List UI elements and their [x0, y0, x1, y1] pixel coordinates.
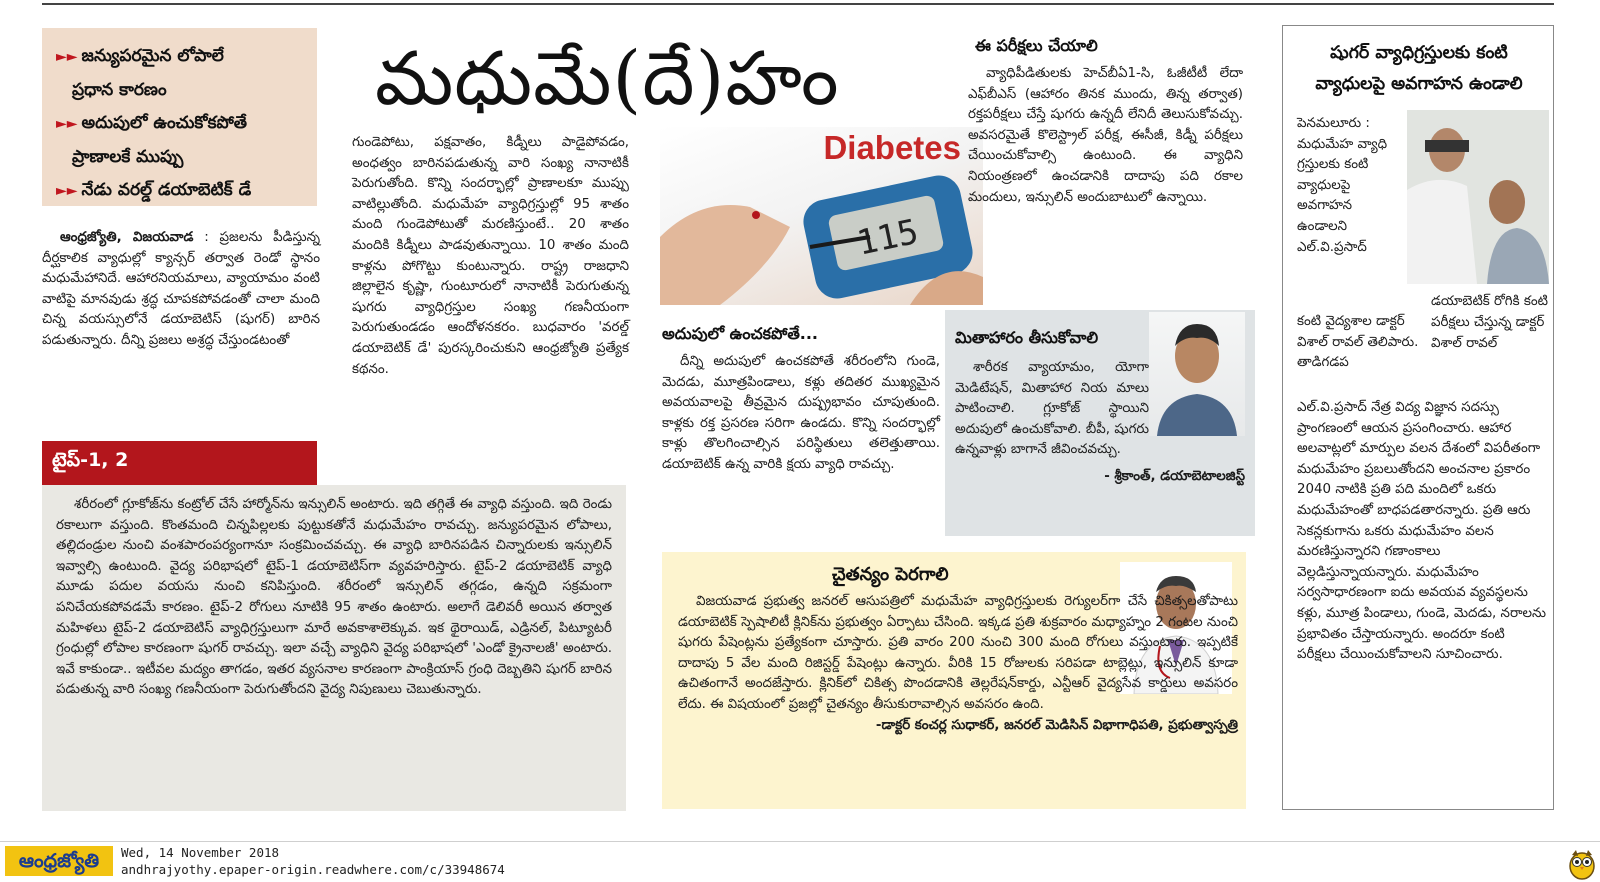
eye-article-text-2: కంటి వైద్యశాల డాక్టర్ విశాల్ రావల్ తెలిపారు. తాడిగడప	[1297, 314, 1419, 371]
eye-article-box	[1282, 25, 1554, 810]
eye-exam-photo	[1407, 110, 1549, 284]
control-heading: అదుపులో ఉంచకపోతే...	[662, 324, 818, 343]
owl-icon[interactable]	[1567, 846, 1597, 880]
control-text: దీన్ని అదుపులో ఉంచకపోతే శరీరంలోని గుండె, మెదడు, మూత్రపిండాలు, కళ్లు తదితర ముఖ్యమైన అవయవాలపై తీవ్రమైన దుష్ప్రభావం చూపుతుంది. కాళ్లకు రక్త ప్రసరణ సరిగా ఉండదు. కొన్ని సందర్భాల్లో కాళ్లు తొలగించాల్సిన పరిస్థితులు తలెత్తుతాయి. డయాబెటిక్ ఉన్న వారికి క్షయ వ్యాధి రావచ్చు.	[662, 354, 940, 472]
dateline: ఆంధ్రజ్యోతి, విజయవాడ	[60, 230, 194, 245]
tests-heading: ఈ పరీక్షలు చేయాలి	[975, 36, 1098, 55]
photo-label: Diabetes	[823, 129, 961, 166]
highlight-item: ►► అదుపులో ఉంచుకోకపోతే ప్రాణాలకే ముప్పు	[56, 113, 248, 167]
diet-signature: - శ్రీకాంత్, డయాబెటాలజిస్ట్	[1104, 468, 1245, 484]
diet-heading: మితాహారం తీసుకోవాలి	[955, 328, 1099, 347]
double-arrow-icon: ►►	[56, 116, 78, 132]
type-text-box: శరీరంలో గ్లూకోజ్‌ను కంట్రోల్ చేసే హార్మోన్‌ను ఇన్సులిన్ అంటారు. ఇది తగ్గితే ఈ వ్యాధి వస్తుంది. ఇది రెండు రకాలుగా వస్తుంది. కొంతమంది చిన్నపిల్లలకు పుట్టుకతోనే మధుమేహం రావచ్చు. జన్యుపరమైన లోపాలు, తల్లిదండ్రుల నుంచి వంశపారంపర్యంగానూ సంక్రమించవచ్చు. ఈ వ్యాధి బారినపడిన చిన్నారులకు ఇన్సులిన్ ఇవ్వాల్సి ఉంటుంది. వైద్య పరిభాషలో టైప్-1 డయాబెటిస్‌గా వ్యవహరిస్తారు. టైప్-2 డయాబెటిక్ వ్యాధి మూడు పదుల వయసు నుంచి కనిపిస్తుంది. శరీరంలో ఇన్సులిన్ తగ్గడం, ఉన్నది సక్రమంగా పనిచేయకపోవడమే కారణం. టైప్-2 రోగులు నూటికి 95 శాతం ఉంటారు. అలాగే డెలివరీ అయిన తర్వాత మహిళలు టైప్-2 డయాబెటిస్ వ్యాధిగ్రస్తులుగా మారే అవకాశాలెక్కువ. ఇక థైరాయిడ్, ఎడ్రినల్, పిట్యూటరీ గ్రంధుల్లో లోపాల కారణంగా షుగర్ రావచ్చు. ఇలా వచ్చే వ్యాధిని వైద్య పరిభాషలో 'ఎండో క్రైనాలజీ' అంటారు. ఇవే కాకుండా.. ఇటీవల మద్యం తాగడం, ఇతర వ్యసనాల కారణంగా పాంక్రియాస్ గ్రంధి దెబ్బతిని షుగర్ బారిన పడుతున్న వారి సంఖ్య గణనీయంగా పెరుగుతోందని వైద్య నిపుణులు చెబుతున్నారు.	[42, 485, 626, 811]
double-arrow-icon: ►►	[56, 183, 78, 199]
article-continuation: గుండెపోటు, పక్షవాతం, కిడ్నీలు పాడైపోవడం, అంధత్వం బారినపడుతున్న వారి సంఖ్య నానాటికీ పెరుగుతోంది. కొన్ని సందర్భాల్లో ప్రాణాలకూ ముప్పు వాటిల్లుతోంది. మధుమేహ వ్యాధిగ్రస్తుల్లో 95 శాతం మంది గుండెపోటుతో మరణిస్తుంటే.. 20 శాతం మందికి కిడ్నీలు పాడవుతున్నాయి. 10 శాతం మంది కాళ్లను పోగొట్టు కుంటున్నారు. రాష్ట్ర రాజధాని జిల్లాలైన కృష్ణా, గుంటూరులో నానాటికీ పెరుగుతున్న షుగరు వ్యాధిగ్రస్తుల సంఖ్య గణనీయంగా పెరుగుతుండడం ఆందోళనకరం. బుధవారం 'వరల్డ్ డయాబెటిక్ డే' పురస్కరించుకుని ఆంధ్రజ్యోతి ప్రత్యేక కథనం.	[352, 135, 629, 377]
type-heading-bar: టైప్-1, 2	[42, 441, 317, 485]
footer-divider	[0, 841, 1600, 842]
awareness-heading: చైతన్యం పెరగాలి	[832, 564, 949, 585]
awareness-signature: -డాక్టర్ కంచర్ల సుధాకర్, జనరల్ మెడిసిన్ విభాగాధిపతి, ప్రభుత్వాస్పత్రి	[875, 717, 1238, 733]
page-headline: మధుమే(దే)హం	[375, 36, 840, 122]
diabetes-glucometer-photo	[660, 127, 983, 305]
highlights-box	[42, 28, 317, 206]
publication-logo[interactable]: ఆంధ్రజ్యోతి	[5, 846, 113, 876]
epaper-url[interactable]: andhrajyothy.epaper-origin.readwhere.com/c/33948674	[121, 862, 505, 877]
diet-text: శారీరక వ్యాయామం, యోగా మెడిటేషన్, మితాహార నియ మాలు పాటించాలి. గ్లూకోజ్ స్థాయిని అదుపులో ఉంచుకోవాలి. బీపీ, షుగరు ఉన్నవాళ్లు బాగానే జీవించవచ్చు. - శ్రీకాంత్, డయాబెటాలజిస్ట్	[955, 358, 1245, 488]
eye-article-heading: షుగర్ వ్యాధిగ్రస్తులకు కంటి వ్యాధులపై అవగాహన ఉండాలి	[1315, 43, 1523, 94]
highlight-item: ►► జన్యుపరమైన లోపాలే ప్రధాన కారణం	[56, 46, 224, 100]
eye-photo-caption: డయాబెటిక్ రోగికి కంటి పరీక్షలు చేస్తున్న డాక్టర్ విశాల్ రావల్	[1431, 294, 1548, 351]
tests-text: వ్యాధిపీడితులకు హెచ్‌బీఏ1-సి, ఓజీటీటీ లేదా ఎఫ్‌బీఎస్ (ఆహారం తినక ముందు, తిన్న తర్వాత) రక్తపరీక్షలు చేస్తే షుగరు ఉన్నదీ లేనిదీ తెలుసుకోవచ్చు. అవసరమైతే కొలెస్ట్రాల్ పరీక్ష, ఈసీజీ, కిడ్నీ పరీక్షలు చేయించుకోవాల్సి ఉంటుంది. ఈ వ్యాధిని నియంత్రణలో ఉంచడానికి దాదాపు పది రకాల మందులు, ఇన్సులిన్ అందుబాటులో ఉన్నాయి.	[968, 66, 1243, 205]
eye-article-text-1: పెనమలూరు : మధుమేహ వ్యాధి గ్రస్తులకు కంటి వ్యాధులపై అవగాహన ఉండాలని ఎల్.వి.ప్రసాద్	[1297, 116, 1388, 255]
diet-box	[945, 310, 1255, 536]
article-intro: ఆంధ్రజ్యోతి, విజయవాడ : ప్రజలను పీడిస్తున్న దీర్ఘకాలిక వ్యాధుల్లో క్యాన్సర్ తర్వాత రెండో స్థానం మధుమేహానిదే. ఆహారనియమాలు, వ్యాయామం వంటి వాటిపై మానవుడు శ్రద్ధ చూపకపోవడంతో చాలా మంది చిన్న వయస్సులోనే డయాబెటిస్ (షుగర్) బారిన పడుతున్నారు. దీన్ని ప్రజలు అశ్రద్ధ చేస్తుండటంతో	[42, 230, 321, 348]
awareness-text: విజయవాడ ప్రభుత్వ జనరల్ ఆసుపత్రిలో మధుమేహ వ్యాధిగ్రస్తులకు రెగ్యులర్‌గా చేసే చికిత్సలతోపాటు డయాబెటిక్ స్పెషాలిటీ క్లినిక్‌ను ప్రభుత్వం ఏర్పాటు చేసింది. ఇక్కడ ప్రతి శుక్రవారం మధ్యాహ్నం 2 గంటల నుంచి షుగరు పేషెంట్లను ప్రత్యేకంగా చూస్తారు. ప్రతి వారం 200 నుంచి 300 మంది రోగులు వస్తుంటారు. ఇప్పటికే దాదాపు 5 వేల మంది రిజిస్టర్డ్ పేషెంట్లు ఉన్నారు. వీరికి 15 రోజులకు సరిపడా టాబ్లెట్లు, ఇన్సులిన్ కూడా ఉచితంగానే అందజేస్తారు. క్లినిక్‌లో చికిత్స పొందడానికి తెల్లరేషన్‌కార్డు, ఎన్టీఆర్ వైద్యసేవ కార్డులు అవసరం లేదు. ఈ విషయంలో ప్రజల్లో చైతన్యం తీసుకురావాల్సిన అవసరం ఉంది. -డాక్టర్ కంచర్ల సుధాకర్, జనరల్ మెడిసిన్ విభాగాధిపతి, ప్రభుత్వాస్పత్రి	[678, 592, 1238, 736]
eye-article-text-3: ఎల్.వి.ప్రసాద్ నేత్ర విద్య విజ్ఞాన సదస్సు ప్రాంగణంలో ఆయన ప్రసంగించారు. ఆహార అలవాట్లలో మార్పుల వలన దేశంలో విపరీతంగా మధుమేహం ప్రబలుతోందని అంచనాల ప్రకారం 2040 నాటికి ప్రతి పది మందిలో ఒకరు మధుమేహంతో బాధపడతారన్నారు. ప్రతి ఆరు సెకన్లకుగాను ఒకరు మధుమేహం వలన మరణిస్తున్నారని గణాంకాలు వెల్లడిస్తున్నాయన్నారు. మధుమేహం సర్వసాధారణంగా ఐదు అవయవ వ్యవస్థలను కళ్లు, మూత్ర పిండాలు, గుండె, మెదడు, నరాలను ప్రభావితం చేస్తాయన్నారు. అందరూ కంటి పరీక్షలు చేయించుకోవాలని సూచించారు.	[1297, 400, 1547, 663]
glucometer-illustration	[660, 127, 983, 305]
eye-exam-illustration	[1407, 110, 1549, 284]
edition-date: Wed, 14 November 2018	[121, 845, 280, 860]
glucometer-reading: 115	[853, 211, 922, 264]
top-rule	[42, 0, 1554, 5]
hand-shape	[660, 205, 790, 305]
blood-drop	[752, 211, 760, 219]
highlight-item: ►► నేడు వరల్డ్ డయాబెటిక్ డే	[56, 180, 252, 200]
double-arrow-icon: ►►	[56, 49, 78, 65]
awareness-box	[662, 552, 1246, 809]
